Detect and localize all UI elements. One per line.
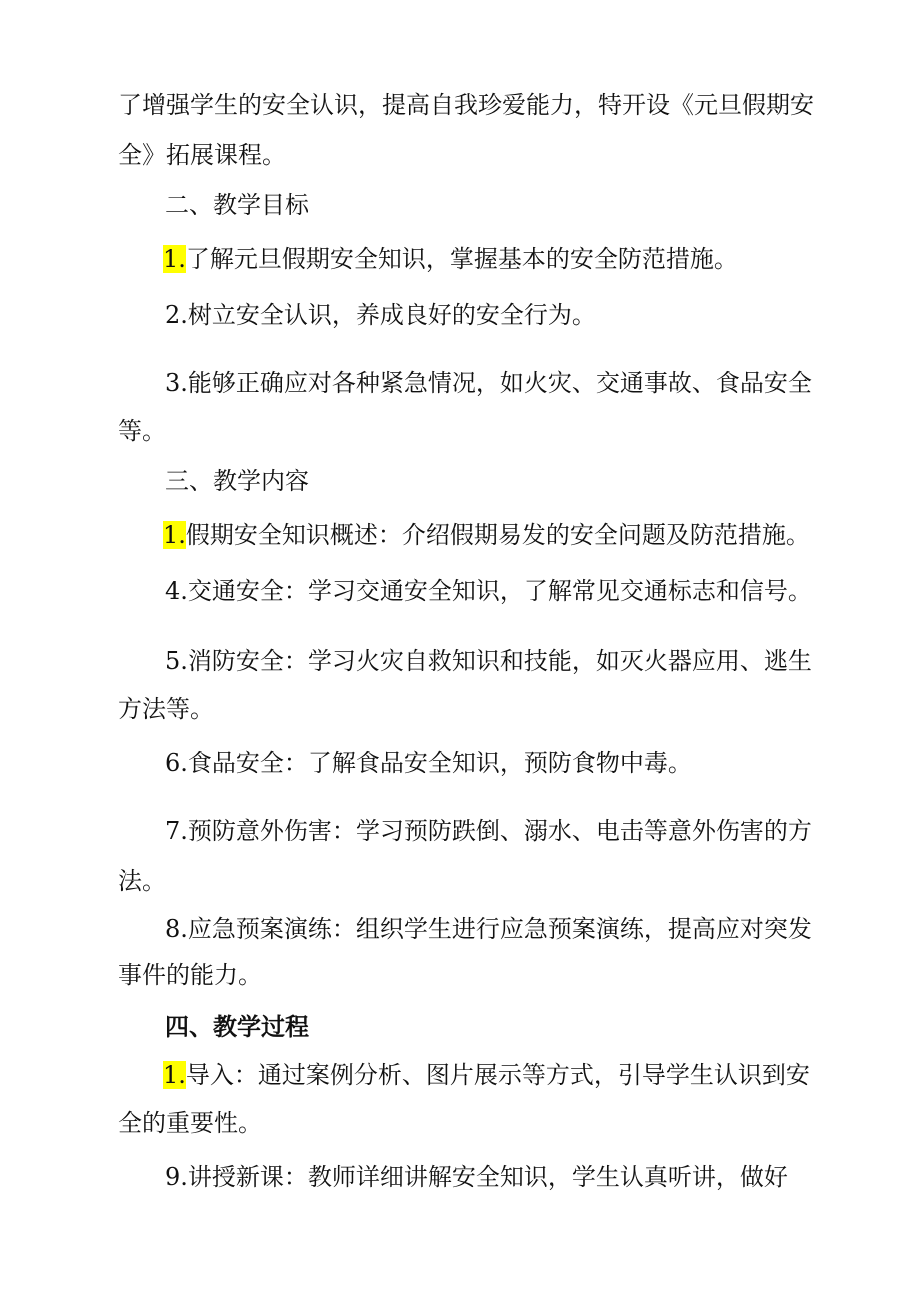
- goal-item-3-text: .能够正确应对各种紧急情况，如火灾、交通事故、食品安全: [180, 369, 812, 397]
- item-number: 4: [165, 577, 181, 605]
- item-number: 2: [165, 301, 181, 329]
- highlighted-number: 1.: [163, 1061, 186, 1089]
- process-item-9: [165, 1160, 788, 1194]
- content-item-4-text: .交通安全：学习交通安全知识，了解常见交通标志和信号。: [180, 577, 812, 605]
- goal-item-3-line-1: [165, 366, 812, 400]
- section-heading-teaching-goals: 二、教学目标: [165, 191, 309, 219]
- item-number: 6: [165, 749, 181, 777]
- content-item-7-line-2: 法。: [118, 867, 166, 895]
- goal-item-1: [163, 242, 738, 276]
- content-item-8-line-2: 事件的能力。: [118, 961, 262, 989]
- content-item-1-text: 假期安全知识概述：介绍假期易发的安全问题及防范措施。: [185, 521, 810, 549]
- item-number: 3: [165, 369, 181, 397]
- content-item-5-line-2: 方法等。: [118, 695, 214, 723]
- section-heading-teaching-process: 四、教学过程: [165, 1012, 309, 1041]
- highlighted-number: 1.: [163, 245, 186, 273]
- highlighted-number: 1.: [163, 521, 186, 549]
- process-item-9-text: .讲授新课：教师详细讲解安全知识，学生认真听讲，做好: [180, 1163, 788, 1191]
- content-item-6-text: .食品安全：了解食品安全知识，预防食物中毒。: [180, 749, 692, 777]
- content-item-8-line-1: [165, 912, 812, 946]
- process-item-1-line-1: [163, 1058, 810, 1092]
- item-number: 9: [165, 1163, 181, 1191]
- item-number: 8: [165, 915, 181, 943]
- goal-item-2: [165, 298, 596, 332]
- content-item-6: [165, 746, 692, 780]
- content-item-7-text: .预防意外伤害：学习预防跌倒、溺水、电击等意外伤害的方: [180, 817, 812, 845]
- intro-line-2: 全》拓展课程。: [118, 141, 286, 169]
- content-item-1: [163, 518, 810, 552]
- content-item-5-text: .消防安全：学习火灾自救知识和技能，如灭火器应用、逃生: [180, 647, 812, 675]
- content-item-4: [165, 574, 812, 608]
- item-number: 5: [165, 647, 181, 675]
- process-item-1-text: 导入：通过案例分析、图片展示等方式，引导学生认识到安: [185, 1061, 810, 1089]
- intro-line-1: 了增强学生的安全认识，提高自我珍爱能力，特开设《元旦假期安: [118, 91, 814, 119]
- goal-item-3-line-2: 等。: [118, 417, 166, 445]
- content-item-5-line-1: [165, 644, 812, 678]
- content-item-7-line-1: [165, 814, 812, 848]
- goal-item-1-text: 了解元旦假期安全知识，掌握基本的安全防范措施。: [185, 245, 738, 273]
- content-item-8-text: .应急预案演练：组织学生进行应急预案演练，提高应对突发: [180, 915, 812, 943]
- goal-item-2-text: .树立安全认识，养成良好的安全行为。: [180, 301, 596, 329]
- section-heading-teaching-content: 三、教学内容: [165, 467, 309, 495]
- item-number: 7: [165, 817, 181, 845]
- process-item-1-line-2: 全的重要性。: [118, 1109, 262, 1137]
